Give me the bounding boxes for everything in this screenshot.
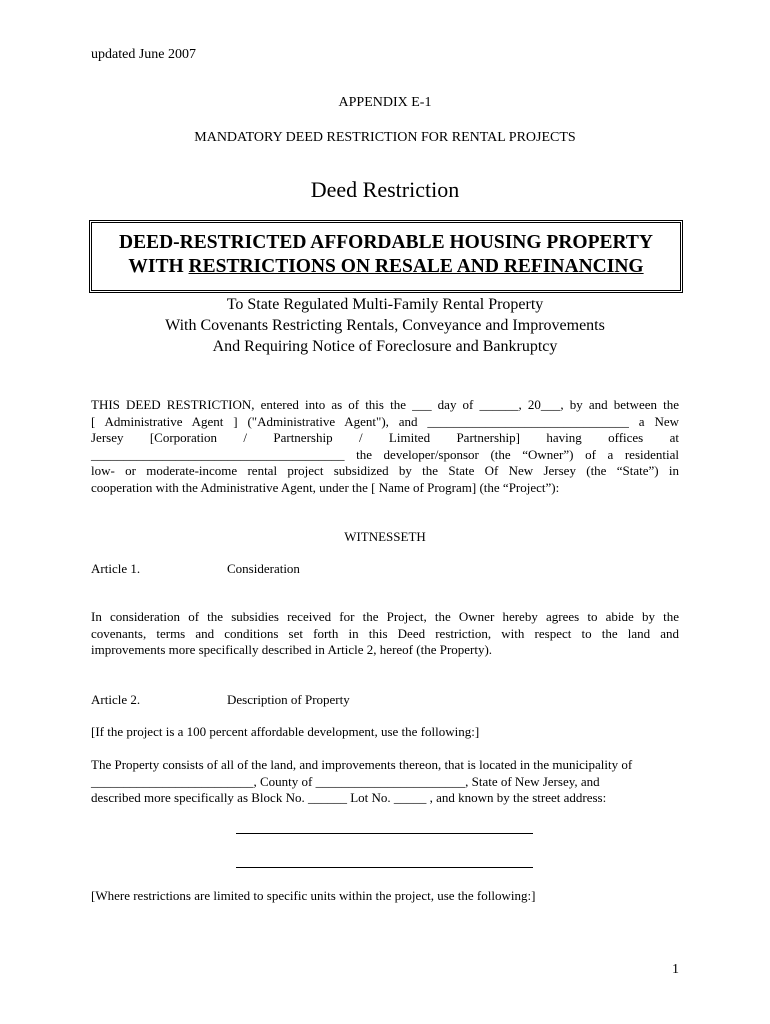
consideration-line-1: In consideration of the subsidies received for the Project, the Owner hereby agrees to abide by the <box>91 609 679 624</box>
intro-line-4: _______________________________________ the developer/sponsor (the “Owner”) of a residential <box>91 446 679 462</box>
intro-line-2: [ Administrative Agent ] ("Administrative Agent"), and _______________________________ a New <box>91 413 679 429</box>
street-address-blank-1 <box>236 833 533 834</box>
consideration-line-3: improvements more specifically described in Article 2, hereof (the Property). <box>91 642 493 657</box>
banner-underlined-text: RESTRICTIONS ON RESALE AND REFINANCING <box>188 256 644 277</box>
intro-line-1: THIS DEED RESTRICTION, entered into as of this the ___ day of ______, 20___, by and between the <box>91 397 679 412</box>
intro-line-3: Jersey [Corporation / Partnership / Limited Partnership] having offices at <box>91 430 679 445</box>
street-address-blank-2 <box>236 867 533 868</box>
property-line-1: The Property consists of all of the land, and improvements thereon, that is located in the municipality of <box>91 757 633 772</box>
title-banner <box>89 220 683 293</box>
article-2-title: Description of Property <box>227 692 350 707</box>
page-title: Deed Restriction <box>310 177 460 202</box>
property-line-3: described more specifically as Block No. ______ Lot No. _____ , and known by the street address: <box>91 790 607 805</box>
subtitle-line-2: With Covenants Restricting Rentals, Conveyance and Improvements <box>165 317 605 334</box>
appendix-label: APPENDIX E-1 <box>338 95 432 110</box>
updated-date: updated June 2007 <box>91 47 196 62</box>
article-1-number: Article 1. <box>91 561 141 576</box>
consideration-paragraph <box>91 609 679 659</box>
banner-line-2 <box>92 255 680 279</box>
intro-line-5: low- or moderate-income rental project subsidized by the State Of New Jersey (the “State”) in <box>91 463 679 478</box>
consideration-line-2: covenants, terms and conditions set forth in this Deed restriction, with respect to the land and <box>91 625 679 641</box>
banner-line-2-prefix: WITH <box>128 256 189 277</box>
subtitle-line-1: To State Regulated Multi-Family Rental Property <box>226 296 544 313</box>
article-1-title: Consideration <box>227 561 300 576</box>
property-paragraph <box>91 757 679 807</box>
mandatory-title: MANDATORY DEED RESTRICTION FOR RENTAL PROJECTS <box>194 130 576 145</box>
witnesseth-heading: WITNESSETH <box>344 529 426 544</box>
subtitle-line-3: And Requiring Notice of Foreclosure and Bankruptcy <box>212 338 558 355</box>
banner-line-1: DEED-RESTRICTED AFFORDABLE HOUSING PROPERTY <box>118 232 653 253</box>
page-number: 1 <box>672 962 679 977</box>
subtitle-block <box>0 294 770 357</box>
intro-paragraph <box>91 397 679 496</box>
property-line-2: _________________________, County of _______________________, State of New Jersey, and <box>91 773 600 789</box>
article-2-number: Article 2. <box>91 692 141 707</box>
instruction-note-2: [Where restrictions are limited to specific units within the project, use the following:] <box>91 888 536 903</box>
intro-line-6: cooperation with the Administrative Agent, under the [ Name of Program] (the “Project”): <box>91 479 560 495</box>
instruction-note-1: [If the project is a 100 percent affordable development, use the following:] <box>91 724 480 739</box>
